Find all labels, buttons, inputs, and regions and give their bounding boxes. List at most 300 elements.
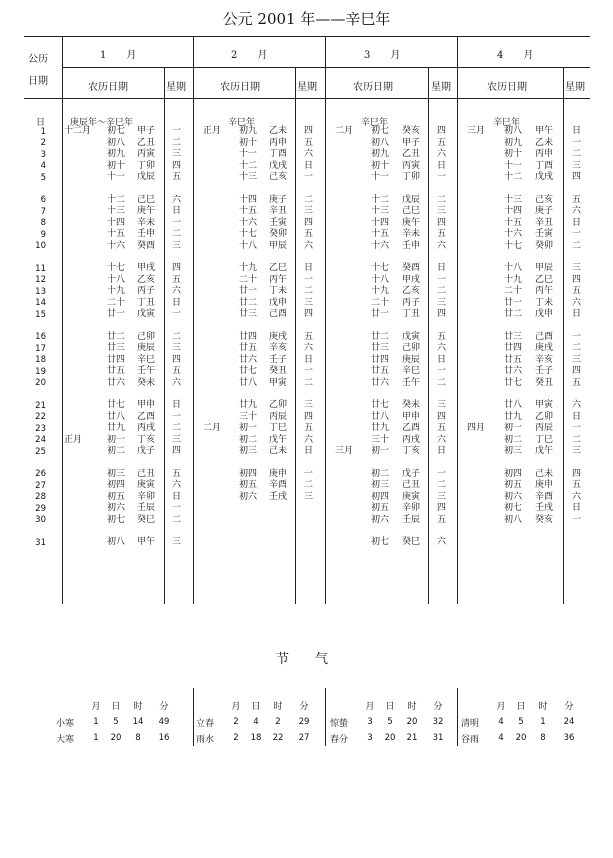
jieqi-month: 2 (233, 733, 239, 743)
day-number: 27 (35, 480, 46, 491)
weekday: 日 (172, 491, 182, 502)
lunar-day: 初八 (371, 137, 390, 148)
weekday: 二 (437, 377, 447, 388)
weekday: 五 (572, 286, 582, 297)
header-xingqi-4: 星期 (565, 82, 585, 93)
lunar-day: 廿七 (371, 400, 390, 410)
ganzhi: 壬子 (535, 366, 554, 377)
day-number: 10 (35, 241, 46, 252)
weekday: 四 (437, 309, 447, 320)
weekday: 一 (304, 468, 314, 479)
weekday: 六 (304, 149, 314, 160)
jieqi-header: 日 (251, 702, 261, 712)
ganzhi: 戊戌 (269, 160, 288, 171)
lunar-day: 初十 (107, 160, 126, 171)
weekday: 日 (572, 411, 582, 422)
weekday: 四 (437, 411, 447, 422)
jieqi-header: 时 (538, 702, 548, 712)
header-gongli: 公历 (28, 54, 48, 65)
lunar-day: 初九 (107, 149, 126, 160)
ganzhi: 丙子 (402, 297, 421, 308)
lunar-month-marker: 十二月 (64, 126, 92, 136)
day-number: 3 (40, 149, 46, 160)
jieqi-header: 分 (564, 702, 574, 712)
jieqi-hour: 2 (275, 717, 281, 727)
ganzhi: 丙申 (269, 137, 288, 148)
weekday: 四 (304, 309, 314, 320)
ganzhi: 壬戌 (535, 503, 554, 514)
jieqi-month: 1 (93, 733, 99, 743)
day-number: 31 (35, 537, 46, 548)
weekday: 四 (437, 503, 447, 514)
ganzhi: 癸丑 (269, 366, 288, 377)
weekday: 日 (437, 263, 447, 273)
lunar-day: 十三 (504, 194, 523, 205)
lunar-day: 十四 (239, 194, 258, 205)
weekday: 四 (572, 468, 582, 479)
lunar-day: 廿九 (107, 423, 126, 434)
lunar-day: 二十 (371, 297, 390, 308)
jieqi-name: 小寒 (56, 719, 75, 729)
day-number: 2 (40, 138, 46, 149)
ganzhi: 戊子 (402, 468, 421, 479)
weekday: 日 (304, 263, 314, 273)
lunar-day: 十三 (107, 206, 126, 217)
jieqi-minute: 32 (432, 717, 444, 727)
lunar-day: 廿一 (371, 309, 390, 320)
ganzhi: 戊戌 (535, 172, 554, 183)
weekday: 一 (437, 172, 447, 183)
day-number: 25 (35, 446, 46, 457)
lunar-day: 三十 (239, 411, 258, 422)
ganzhi: 丁巳 (535, 434, 554, 445)
ganzhi: 庚申 (535, 480, 554, 491)
weekday: 二 (304, 286, 314, 297)
weekday: 一 (437, 468, 447, 479)
weekday: 一 (572, 229, 582, 240)
ganzhi: 丁未 (535, 297, 554, 308)
jieqi-day: 18 (250, 733, 262, 743)
weekday: 二 (172, 229, 182, 240)
jieqi-day: 5 (387, 717, 393, 727)
header-riqi: 日期 (28, 76, 48, 87)
ganzhi: 辛未 (402, 229, 421, 240)
day-number: 14 (35, 298, 46, 309)
lunar-day: 十三 (239, 172, 258, 183)
ganzhi: 戊辰 (137, 172, 156, 183)
ganzhi: 己巳 (402, 206, 421, 217)
weekday: 日 (304, 446, 314, 457)
ganzhi: 壬寅 (269, 217, 288, 228)
weekday: 六 (437, 343, 447, 354)
day-number: 21 (35, 400, 46, 411)
ganzhi: 丁亥 (137, 434, 156, 445)
year-label-1: 庚辰年～辛巳年 (70, 118, 134, 128)
lunar-day: 初七 (107, 514, 126, 525)
ganzhi: 癸卯 (535, 240, 554, 251)
ganzhi: 辛卯 (402, 503, 421, 514)
lunar-month-marker: 三月 (467, 126, 486, 136)
ganzhi: 丁未 (269, 286, 288, 297)
header-month-1: 1 月 (100, 50, 137, 61)
weekday: 六 (172, 377, 182, 388)
weekday: 日 (304, 160, 314, 171)
lunar-day: 十六 (504, 229, 523, 240)
day-number: 15 (35, 309, 46, 320)
ganzhi: 丁丑 (137, 297, 156, 308)
ganzhi: 庚午 (137, 206, 156, 217)
ganzhi: 丙寅 (402, 160, 421, 171)
ganzhi: 乙卯 (535, 411, 554, 422)
weekday: 一 (572, 514, 582, 525)
ganzhi: 甲午 (535, 126, 554, 136)
lunar-day: 初九 (239, 126, 258, 136)
lunar-day: 十七 (107, 263, 126, 273)
ganzhi: 己酉 (535, 331, 554, 342)
weekday: 日 (437, 446, 447, 457)
ganzhi: 乙丑 (402, 149, 421, 160)
ganzhi: 丙午 (269, 274, 288, 285)
ganzhi: 戊申 (269, 297, 288, 308)
lunar-day: 十二 (504, 172, 523, 183)
lunar-day: 十三 (371, 206, 390, 217)
jieqi-day: 5 (113, 717, 119, 727)
lunar-day: 十四 (371, 217, 390, 228)
jieqi-header: 日 (516, 702, 526, 712)
jieqi-month: 3 (367, 717, 373, 727)
weekday: 日 (572, 126, 582, 136)
weekday: 六 (437, 240, 447, 251)
header-month-2: 2 月 (231, 50, 268, 61)
jieqi-hour: 14 (132, 717, 144, 727)
ganzhi: 庚辰 (402, 354, 421, 365)
weekday: 三 (304, 206, 314, 217)
jieqi-header: 时 (133, 702, 143, 712)
weekday: 五 (304, 137, 314, 148)
weekday: 六 (304, 240, 314, 251)
lunar-day: 初六 (107, 503, 126, 514)
day-number: 30 (35, 515, 46, 526)
lunar-day: 十六 (239, 217, 258, 228)
lunar-day: 廿七 (107, 400, 126, 410)
day-number: 12 (35, 275, 46, 286)
jieqi-header: 日 (111, 702, 121, 712)
header-month-4: 4 月 (497, 50, 534, 61)
jieqi-day: 4 (253, 717, 259, 727)
ganzhi: 甲寅 (535, 400, 554, 410)
weekday: 三 (172, 537, 182, 547)
day-number: 11 (35, 263, 46, 274)
weekday: 二 (437, 194, 447, 205)
weekday: 六 (572, 400, 582, 410)
ganzhi: 乙亥 (137, 274, 156, 285)
lunar-day: 初八 (504, 514, 523, 525)
ganzhi: 乙卯 (269, 400, 288, 410)
ganzhi: 丁巳 (269, 423, 288, 434)
lunar-month-marker: 四月 (467, 423, 486, 434)
weekday: 三 (172, 240, 182, 251)
day-number: 23 (35, 423, 46, 434)
ganzhi: 丁卯 (402, 172, 421, 183)
lunar-day: 廿六 (504, 366, 523, 377)
lunar-day: 十九 (371, 286, 390, 297)
lunar-day: 初三 (371, 480, 390, 491)
lunar-day: 廿三 (371, 343, 390, 354)
header-xingqi-2: 星期 (297, 82, 317, 93)
weekday: 三 (437, 400, 447, 410)
weekday: 六 (172, 286, 182, 297)
weekday: 四 (172, 263, 182, 273)
ganzhi: 辛巳 (402, 366, 421, 377)
ganzhi: 庚午 (402, 217, 421, 228)
ganzhi: 戊寅 (402, 331, 421, 342)
lunar-day: 初十 (239, 137, 258, 148)
weekday: 二 (172, 514, 182, 525)
jieqi-month: 1 (93, 717, 99, 727)
weekday: 三 (572, 354, 582, 365)
weekday: 日 (437, 160, 447, 171)
lunar-day: 廿五 (371, 366, 390, 377)
lunar-day: 十七 (504, 240, 523, 251)
ganzhi: 辛酉 (269, 480, 288, 491)
jieqi-minute: 16 (158, 733, 170, 743)
day-number: 19 (35, 366, 46, 377)
day-number: 6 (40, 195, 46, 205)
weekday: 二 (572, 343, 582, 354)
lunar-day: 廿一 (504, 297, 523, 308)
lunar-day: 初二 (107, 446, 126, 457)
ganzhi: 辛未 (137, 217, 156, 228)
weekday: 五 (304, 423, 314, 434)
lunar-day: 十六 (107, 240, 126, 251)
day-number: 26 (35, 469, 46, 479)
ganzhi: 甲申 (402, 411, 421, 422)
weekday: 三 (172, 434, 182, 445)
lunar-day: 廿一 (107, 309, 126, 320)
lunar-day: 初六 (239, 491, 258, 502)
weekday: 三 (172, 149, 182, 160)
ganzhi: 己未 (269, 446, 288, 457)
lunar-day: 廿九 (371, 423, 390, 434)
header-xingqi-3: 星期 (431, 82, 451, 93)
jieqi-header: 时 (407, 702, 417, 712)
ganzhi: 辛酉 (535, 491, 554, 502)
ganzhi: 甲申 (137, 400, 156, 410)
ganzhi: 壬申 (137, 229, 156, 240)
ganzhi: 庚子 (535, 206, 554, 217)
lunar-day: 初三 (107, 468, 126, 479)
lunar-day: 十一 (504, 160, 523, 171)
weekday: 日 (572, 503, 582, 514)
day-number: 28 (35, 492, 46, 503)
ganzhi: 戊午 (535, 446, 554, 457)
ganzhi: 丙午 (535, 286, 554, 297)
lunar-day: 十五 (371, 229, 390, 240)
jieqi-minute: 49 (158, 717, 170, 727)
ganzhi: 壬辰 (137, 503, 156, 514)
ganzhi: 戊子 (137, 446, 156, 457)
lunar-day: 廿九 (239, 400, 258, 410)
lunar-day: 廿七 (239, 366, 258, 377)
jieqi-name: 大寒 (56, 735, 75, 745)
ganzhi: 己丑 (137, 468, 156, 479)
weekday: 五 (172, 468, 182, 479)
jieqi-header: 月 (365, 702, 375, 712)
weekday: 三 (304, 400, 314, 410)
weekday: 二 (437, 286, 447, 297)
ganzhi: 壬申 (402, 240, 421, 251)
ganzhi: 壬辰 (402, 514, 421, 525)
ganzhi: 壬午 (137, 366, 156, 377)
lunar-day: 初一 (107, 434, 126, 445)
lunar-day: 十八 (371, 274, 390, 285)
lunar-day: 廿六 (107, 377, 126, 388)
weekday: 五 (172, 172, 182, 183)
ganzhi: 己亥 (269, 172, 288, 183)
weekday: 三 (572, 160, 582, 171)
lunar-day: 初七 (504, 503, 523, 514)
ganzhi: 甲辰 (269, 240, 288, 251)
lunar-day: 初一 (504, 423, 523, 434)
jieqi-hour: 21 (406, 733, 418, 743)
lunar-day: 廿二 (504, 309, 523, 320)
ganzhi: 癸酉 (402, 263, 421, 273)
jieqi-day: 20 (110, 733, 122, 743)
lunar-day: 廿八 (239, 377, 258, 388)
ganzhi: 庚辰 (137, 343, 156, 354)
ganzhi: 丙申 (535, 149, 554, 160)
lunar-day: 廿三 (504, 331, 523, 342)
jieqi-minute: 36 (563, 733, 575, 743)
lunar-day: 初八 (107, 137, 126, 148)
day-number: 4 (40, 161, 46, 172)
weekday: 六 (172, 194, 182, 205)
lunar-day: 廿二 (239, 297, 258, 308)
weekday: 六 (572, 491, 582, 502)
lunar-day: 初七 (371, 126, 390, 136)
ganzhi: 壬子 (269, 354, 288, 365)
lunar-day: 十七 (371, 263, 390, 273)
lunar-day: 廿六 (239, 354, 258, 365)
lunar-day: 初二 (371, 468, 390, 479)
ganzhi: 辛亥 (269, 343, 288, 354)
lunar-day: 十五 (107, 229, 126, 240)
weekday: 六 (572, 297, 582, 308)
jieqi-hour: 22 (272, 733, 284, 743)
lunar-day: 初五 (371, 503, 390, 514)
lunar-day: 廿七 (504, 377, 523, 388)
jieqi-name: 惊蛰 (330, 719, 349, 729)
ganzhi: 庚申 (269, 468, 288, 479)
ganzhi: 辛卯 (137, 491, 156, 502)
weekday: 五 (437, 514, 447, 525)
ganzhi: 庚寅 (137, 480, 156, 491)
year-label-2: 辛巳年 (228, 118, 256, 128)
weekday: 一 (572, 331, 582, 342)
ganzhi: 己亥 (535, 194, 554, 205)
lunar-day: 十一 (107, 172, 126, 183)
ganzhi: 己酉 (269, 309, 288, 320)
jieqi-hour: 8 (135, 733, 141, 743)
lunar-day: 廿二 (107, 331, 126, 342)
lunar-day: 初五 (107, 491, 126, 502)
lunar-day: 初三 (504, 446, 523, 457)
lunar-day: 初七 (371, 537, 390, 547)
ganzhi: 戊午 (269, 434, 288, 445)
ganzhi: 丙戌 (137, 423, 156, 434)
ganzhi: 乙亥 (402, 286, 421, 297)
lunar-day: 十四 (107, 217, 126, 228)
lunar-day: 廿四 (107, 354, 126, 365)
day-number: 13 (35, 286, 46, 297)
page-title: 公元 2001 年——辛巳年 (222, 10, 391, 28)
lunar-day: 二十 (107, 297, 126, 308)
lunar-day: 十一 (371, 172, 390, 183)
header-nongli-4: 农历日期 (487, 82, 527, 93)
jieqi-minute: 24 (563, 717, 575, 727)
lunar-month-marker: 正月 (64, 434, 83, 445)
day-number: 7 (40, 206, 46, 217)
header-month-3: 3 月 (364, 50, 401, 61)
ganzhi: 丁丑 (402, 309, 421, 320)
lunar-day: 初二 (504, 434, 523, 445)
header-nongli-2: 农历日期 (220, 82, 260, 93)
ganzhi: 癸丑 (535, 377, 554, 388)
lunar-day: 初八 (504, 126, 523, 136)
lunar-day: 廿四 (504, 343, 523, 354)
ganzhi: 癸未 (402, 400, 421, 410)
ganzhi: 丁酉 (535, 160, 554, 171)
jieqi-header: 分 (433, 702, 443, 712)
weekday: 五 (304, 331, 314, 342)
jieqi-hour: 8 (540, 733, 546, 743)
day-number: 1 (40, 126, 46, 137)
ganzhi: 乙酉 (402, 423, 421, 434)
weekday: 三 (572, 263, 582, 273)
jieqi-day: 20 (515, 733, 527, 743)
jieqi-minute: 29 (298, 717, 310, 727)
jieqi-day: 5 (518, 717, 524, 727)
lunar-day: 十九 (239, 263, 258, 273)
weekday: 二 (172, 137, 182, 148)
weekday: 五 (304, 229, 314, 240)
weekday: 一 (437, 366, 447, 377)
weekday: 二 (437, 480, 447, 491)
lunar-day: 十二 (371, 194, 390, 205)
ganzhi: 甲午 (137, 537, 156, 547)
weekday: 日 (172, 206, 182, 217)
ganzhi: 辛丑 (269, 206, 288, 217)
weekday: 一 (304, 274, 314, 285)
weekday: 四 (572, 366, 582, 377)
lunar-day: 廿三 (107, 343, 126, 354)
ganzhi: 乙巳 (269, 263, 288, 273)
ganzhi: 甲戌 (137, 263, 156, 273)
ganzhi: 辛丑 (535, 217, 554, 228)
weekday: 日 (572, 309, 582, 320)
lunar-day: 十六 (371, 240, 390, 251)
day-number: 29 (35, 503, 46, 514)
lunar-day: 廿五 (504, 354, 523, 365)
lunar-day: 廿二 (371, 331, 390, 342)
lunar-month-marker: 正月 (203, 126, 222, 136)
lunar-day: 廿五 (239, 343, 258, 354)
lunar-day: 十八 (239, 240, 258, 251)
ganzhi: 己未 (535, 468, 554, 479)
weekday: 三 (172, 343, 182, 354)
year-label-3: 辛巳年 (361, 118, 389, 128)
jieqi-header: 分 (299, 702, 309, 712)
